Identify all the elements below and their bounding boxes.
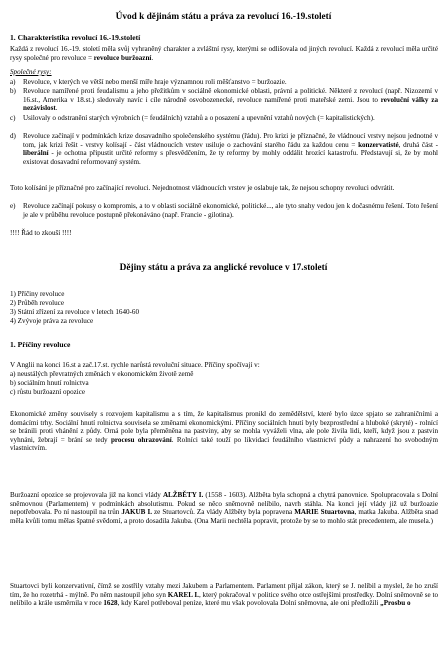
list-text-part: Revoluce začínají v podmínkách krize dosavadního společenského systému (řádu). Pro krizi je příznačné, že vládnoucí vrstvy nejsou jednotné v tom, jak krizi řešit - vrstvy kolísají - část vládnoucích vrstev usiluje o zachování starého řádu za každou cenu = [23,132,438,149]
cause-item: a) neustálých převratných změnách v ekonomickém životě země [10,370,194,378]
paragraph-text: (1558 - 1603). Alžběta byla schopná a chytrá panovnice. Spolupracovala s Dolní sněmovnou (Parlamentem) v podmínkách absolutismu. Pokud se něco sněmovně nelíbilo, navrh stáhla. Na konci její vlády již už buržoazie nepotřebovala. Po ní nastoupil na trůn [10,491,438,517]
list-item [10,202,438,219]
list-text [23,87,438,113]
list-marker: e) [10,202,16,210]
toc-item: 4) Zvývoje práva za revoluce [10,317,94,325]
list-marker: a) [10,78,16,86]
toc-item: 2) Průběh revoluce [10,299,64,307]
paragraph-text: , kdy Karel potřeboval peníze, které mu však povolovala Dolní sněmovna, ale oni předložili [117,599,381,608]
exam-note: !!!! Řád to zkouší !!!! [10,229,72,237]
list-text-part: , druhá část - [398,140,438,149]
paragraph-text: . Rolníci také touží po likvidaci feudálního vlastnictví půdy a nahrazení ho svobodným vlastnictvím. [10,435,438,453]
list-text: Revoluce začínají pokusy o kompromis, a to v oblasti sociálně ekonomické, politické..., ale tyto snahy vedou jen k dočasnému řešení. Toto řešení je ale v průběhu revoluce postupně překonáváno (např. Francie - gilotina). [23,202,438,219]
list-text-part: - je ochotna připustit určité reformy s přesvědčením, že ty reformy by mohly oddálit hrozící katastrofu. Představují si, že by mohl existovat dosavadní reformovaný systém. [23,149,438,166]
paragraph-bold: „Prosbu o [380,599,411,608]
paragraph-text: Buržoazní opozice se projevovala již na konci vlády [10,491,163,499]
section-title-english-revolution: Dějiny státu a práva za anglické revoluce v 17.století [119,263,328,273]
list-text: Usilovaly o odstranění starých výrobních (= feudálních) vztahů a o posazení a upevnění vztahů nových (= kapitalistických). [23,114,375,122]
list-item [10,132,438,166]
causes-intro: V Anglii na konci 16.st a zač.17.st. rychle narůstá revoluční situace. Příčiny spočívají v: [10,361,260,369]
list-marker: b) [10,87,16,95]
paragraph-text: Stuartovci byli konzervativní, čímž se zostřily vztahy mezi Jakubem a Parlamentem. Parlament přijal zákon, který se J. nelíbil a myslel, že ho zruší tím, že ho rozetrhá - mýlně. Po něm nastoupil jeho syn [10,582,438,599]
list-text-bold: liberální [23,149,49,158]
paragraph-bold: JAKUB I. [121,508,152,517]
paragraph-text: , matka Jakuba. Alžběta snad měla kvůli tomu mělas špatné svědomí, a proto dosadila Jakuba. (Ona Marii nechtěla popravit, protože by se to mohlo stát precedentem, ale musela.) [10,508,438,525]
intro-end: . [151,53,154,62]
paragraph-bold: 1628 [103,599,118,608]
list-marker: d) [10,132,16,140]
paragraph-stuarts [10,582,438,608]
paragraph-bold: MARIE Stuartovna [294,508,355,517]
paragraph-text: ze Stuartovců. Za vlády Alžběty byla popravena [151,508,295,517]
paragraph-text: , který pokračoval v politice svého otce ostřejšími prostředky. Dolní sněmovně se to nelíbilo a krále usměrnila v roce [10,590,439,608]
intro-bold: revoluce buržoazní [93,53,152,62]
document-title: Úvod k dějinám státu a práva za revolucí 16.-19.století [115,12,332,22]
toc-item: 1) Příčiny revoluce [10,290,65,298]
paragraph-bold: KAREL I. [167,590,199,599]
cause-item: c) růstu buržoazní opozice [10,388,86,396]
list-marker: c) [10,114,16,122]
common-features-label: Společné rysy: [10,68,52,76]
list-text-part: . [55,104,58,113]
intro-paragraph [10,45,438,62]
section-heading-characteristics: 1. Charakteristika revolucí 16.-19.století [10,33,141,42]
list-item [10,87,438,113]
paragraph-economic-changes [10,410,438,453]
list-text-bold: konzervatisté [358,140,399,149]
section-heading-causes: 1. Příčiny revoluce [10,340,71,349]
paragraph-bold: procesu ohrazování [110,435,172,444]
list-text: Revoluce, v kterých ve větší nebo menší míře hraje významnou roli měšťanstvo = buržoazie. [23,78,287,86]
toc-item: 3) Státní zřízení za revoluce v letech 1640-60 [10,308,140,316]
list-item [10,78,438,87]
list-item [10,114,438,123]
intro-text: Každá z revolucí 16.-19. století měla svůj vyhraněný charakter a zvláštní rysy, kterými se odlišovala od jiných revolucí. Každá z revolucí měla určité rysy společné pro revoluce = [10,45,438,62]
list-text-part: Revoluce namířené proti feudalismu a jeho přežitkům v sociálně ekonomické oblasti, právní a politické. Některé z revolucí (např. Nizozemí v 16.st., Amerika v 18.st.) sledovaly navíc i cíle národně osvobozenecké, revoluce namířené proti mateřské zemi. Jsou to [23,87,438,104]
list-text-bold: revoluční války za nezávislost [23,95,439,113]
paragraph-text: Ekonomické změny souvisely s rozvojem kapitalismu a s tím, že kapitalismus pronikl do zemědělství, které bylo úzce spjato se zahraničními a domácími trhy. Sociální hnutí rolnictva souvisela se změnami ekonomickými. Příčiny sociálních hnutí byly bezprostřední a hluboké (skryté) - rolnící se bránili proti vhánění z půdy. Orná pole byla přeměněna na pastviny, aby se mohla vyváželi vlna, ale pole živila lidi, kteří, když jsou z pastvin vyhnáni, žebrají = brání se tedy [10,410,438,444]
list-text [23,132,438,166]
tolerance-paragraph: Toto kolísání je příznačné pro začínající revoluci. Nejednotnost vládnoucích vrstev je oslabuje tak, že nejsou schopny revoluci odvrátit. [10,184,395,192]
paragraph-bold: ALŽBĚTY I. [162,491,204,499]
cause-item: b) sociálním hnutí rolnictva [10,379,89,387]
paragraph-bourgeois-opposition [10,491,438,525]
